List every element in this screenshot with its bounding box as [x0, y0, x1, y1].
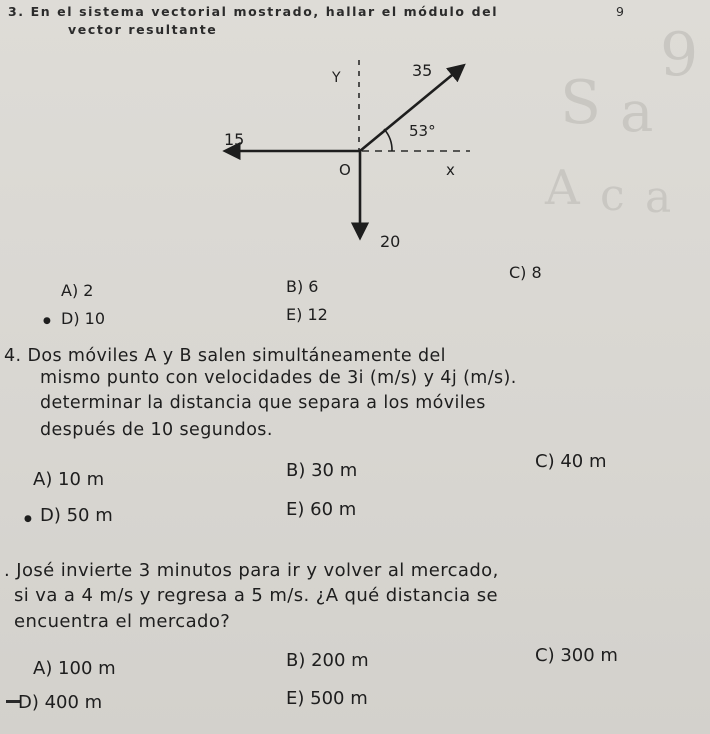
q4-text-line2: mismo punto con velocidades de 3i (m/s) y 4j (m/s).: [40, 368, 517, 388]
q4-option-b[interactable]: B) 30 m: [286, 460, 358, 481]
vector-20-label: 20: [380, 232, 401, 251]
q5-option-b[interactable]: B) 200 m: [286, 650, 369, 671]
q4-text-line1: 4. Dos móviles A y B salen simultáneamente del: [4, 346, 446, 366]
angle-arc: [384, 129, 392, 151]
bleed-through-shape: A: [545, 160, 580, 216]
bleed-through-shape: S: [560, 68, 602, 138]
q4-option-c[interactable]: C) 40 m: [535, 451, 607, 472]
angle-label: 53°: [409, 122, 436, 140]
origin-label: O: [339, 161, 351, 179]
q5-text-line3: encuentra el mercado?: [14, 611, 231, 632]
q4-answer-mark: ●: [24, 514, 32, 524]
q5-option-e[interactable]: E) 500 m: [286, 688, 368, 709]
q3-option-d[interactable]: D) 10: [61, 309, 106, 328]
q4-text-line4: después de 10 segundos.: [40, 420, 273, 440]
q3-text-line1: 3. En el sistema vectorial mostrado, hallar el módulo del: [8, 4, 499, 19]
q4-option-e[interactable]: E) 60 m: [286, 499, 357, 520]
q3-option-e[interactable]: E) 12: [286, 305, 328, 324]
q5-text-line2: si va a 4 m/s y regresa a 5 m/s. ¿A qué distancia se: [14, 585, 498, 606]
q3-option-b[interactable]: B) 6: [286, 277, 319, 296]
q3-answer-mark: ●: [43, 316, 51, 326]
q4-text-line3: determinar la distancia que separa a los móviles: [40, 393, 486, 413]
q4-option-a[interactable]: A) 10 m: [33, 469, 105, 490]
q4-option-d[interactable]: D) 50 m: [40, 505, 113, 526]
q3-option-a[interactable]: A) 2: [61, 281, 94, 300]
x-axis-label: x: [446, 161, 455, 179]
bleed-through-shape: a: [620, 80, 654, 145]
q5-option-d[interactable]: D) 400 m: [18, 692, 103, 713]
q5-option-c[interactable]: C) 300 m: [535, 645, 618, 666]
vector-diagram: [0, 0, 710, 260]
bleed-through-shape: a: [645, 172, 672, 223]
vector-15-label: 15: [224, 130, 245, 149]
q5-option-a[interactable]: A) 100 m: [33, 658, 116, 679]
vector-35-label: 35: [412, 61, 433, 80]
bleed-through-shape: 9: [660, 20, 699, 90]
corner-mark: 9: [616, 4, 626, 19]
q3-option-c[interactable]: C) 8: [509, 263, 542, 282]
q3-text-line2: vector resultante: [68, 22, 218, 37]
bleed-through-shape: c: [600, 170, 625, 221]
y-axis-label: Y: [332, 70, 341, 86]
q5-text-line1: . José invierte 3 minutos para ir y volver al mercado,: [4, 560, 499, 581]
